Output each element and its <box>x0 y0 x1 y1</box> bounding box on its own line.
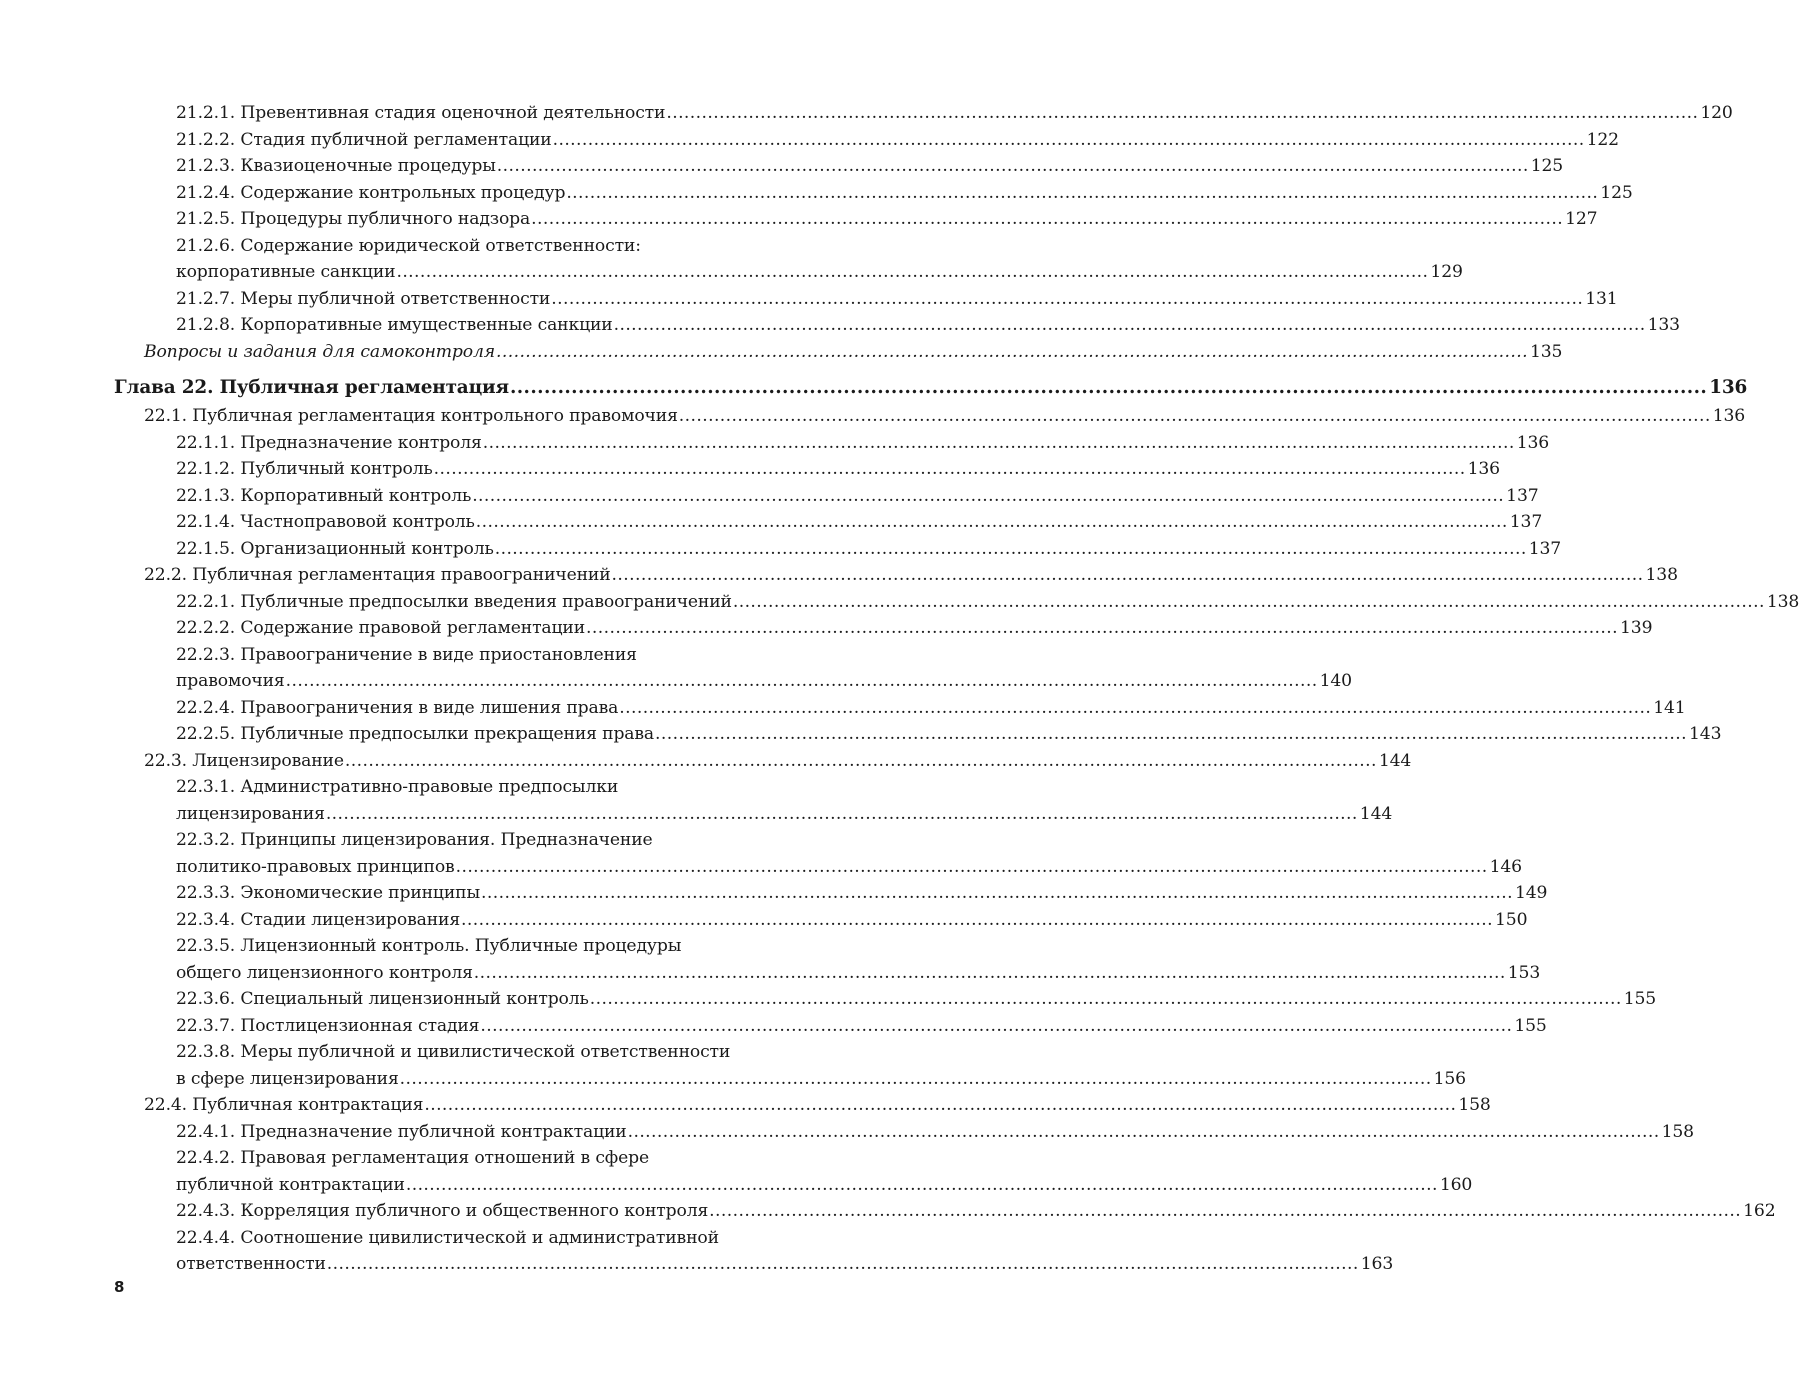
toc-entry <box>114 589 1799 616</box>
toc-entry-title: 22.4. Публичная контрактация <box>144 1095 424 1115</box>
toc-page-number: 137 <box>1528 538 1562 559</box>
toc-page-number: 131 <box>1585 288 1618 309</box>
toc-entry-title: 22.3.5. Лицензионный контроль. Публичные процедуры <box>176 936 682 956</box>
toc-entry-title: 22.4.3. Корреляция публичного и общественного контроля <box>176 1201 709 1221</box>
leader-dots <box>481 880 1513 907</box>
toc-page-number: 136 <box>1709 377 1748 398</box>
leader-dots <box>345 748 1377 775</box>
toc-entry <box>114 1039 1466 1092</box>
leader-dots <box>474 960 1506 987</box>
toc-entry-title: 21.2.2. Стадия публичной регламентации <box>176 129 552 150</box>
page-number: 8 <box>114 1278 125 1296</box>
toc-page-number: 120 <box>1700 103 1733 123</box>
leader-dots <box>586 615 1618 642</box>
toc-page-number: 141 <box>1653 697 1686 718</box>
toc-page-number: 155 <box>1623 989 1657 1009</box>
toc-entry <box>114 721 1722 748</box>
leader-dots <box>619 695 1651 722</box>
toc-entry-title: 22.2.3. Правоограничение в виде приостановления <box>176 644 637 665</box>
toc-entry <box>114 312 1680 339</box>
toc-entry <box>114 100 1733 127</box>
toc-entry-title: 22.1. Публичная регламентация контрольного правомочия <box>144 406 678 426</box>
chapter-entry <box>114 374 1748 402</box>
toc-entry-title: 21.2.1. Превентивная стадия оценочной деятельности <box>176 103 666 123</box>
toc-page-number: 163 <box>1360 1254 1394 1274</box>
leader-dots <box>400 1066 1432 1093</box>
leader-dots <box>461 907 1493 934</box>
leader-dots <box>531 206 1563 233</box>
toc-page-number: 136 <box>1467 459 1500 479</box>
leader-dots <box>510 374 1707 402</box>
toc-page-number: 156 <box>1433 1068 1466 1089</box>
leader-dots <box>666 100 1698 127</box>
toc-page-number: 136 <box>1712 406 1746 426</box>
toc-entry-title-continued: корпоративные санкции <box>176 262 396 282</box>
leader-dots <box>655 721 1687 748</box>
toc-entry <box>114 1225 1394 1278</box>
leader-dots <box>483 430 1515 457</box>
toc-page-number: 150 <box>1495 909 1528 930</box>
toc-entry-title-continued: политико-правовых принципов <box>176 856 455 877</box>
toc-entry-title: 21.2.7. Меры публичной ответственности <box>176 288 551 309</box>
toc-entry <box>114 536 1562 563</box>
toc-page-number: 153 <box>1507 962 1541 983</box>
toc-entry <box>114 483 1539 510</box>
toc-page-number: 137 <box>1506 485 1539 506</box>
toc-entry <box>114 1119 1694 1146</box>
toc-entry <box>114 430 1550 457</box>
toc-entry-title: 22.2.4. Правоограничения в виде лишения права <box>176 697 619 718</box>
toc-entry-title: 21.2.3. Квазиоценочные процедуры <box>176 156 496 176</box>
toc-entry-title-continued: ответственности <box>176 1254 326 1274</box>
toc-entry-title-continued: в сфере лицензирования <box>176 1068 399 1089</box>
toc-page-number: 135 <box>1529 341 1563 362</box>
toc-entry <box>114 774 1393 827</box>
leader-dots <box>733 589 1765 616</box>
toc-entry <box>114 286 1618 313</box>
toc-page-number: 125 <box>1530 156 1564 176</box>
toc-entry-title: 21.2.8. Корпоративные имущественные санкции <box>176 315 613 335</box>
questions-entry <box>114 339 1563 366</box>
toc-entry <box>114 986 1657 1013</box>
toc-entry <box>114 233 1463 286</box>
toc-page-number: 139 <box>1620 618 1653 638</box>
toc-page-number: 160 <box>1439 1174 1473 1195</box>
toc-entry-title: 21.2.4. Содержание контрольных процедур <box>176 182 566 203</box>
leader-dots <box>612 562 1644 589</box>
toc-entry-title: 22.1.2. Публичный контроль <box>176 459 433 479</box>
toc-entry-title: 22.3.1. Административно-правовые предпосылки <box>176 777 619 797</box>
toc-entry-title: 22.1.3. Корпоративный контроль <box>176 485 472 506</box>
leader-dots <box>480 1013 1512 1040</box>
toc-entry <box>114 1145 1473 1198</box>
toc-entry-title: 22.3.3. Экономические принципы <box>176 883 480 903</box>
toc-entry <box>114 562 1678 589</box>
toc-entry <box>114 615 1653 642</box>
leader-dots <box>551 286 1583 313</box>
toc-entry-title: 22.1.1. Предназначение контроля <box>176 432 482 453</box>
toc-entry <box>114 933 1541 986</box>
toc-entry-title: 22.4.1. Предназначение публичной контрактации <box>176 1121 627 1142</box>
toc-entry <box>114 206 1598 233</box>
toc-page-number: 144 <box>1359 803 1393 824</box>
toc-entry <box>114 1198 1776 1225</box>
toc-entry-title: 22.4.2. Правовая регламентация отношений в сфере <box>176 1148 650 1168</box>
toc-entry <box>114 827 1522 880</box>
toc-page-number: 143 <box>1689 724 1722 744</box>
toc-page-number: 149 <box>1514 883 1548 903</box>
toc-page-number: 133 <box>1647 315 1680 335</box>
toc-entry <box>114 153 1564 180</box>
toc-entry-title: 22.2.2. Содержание правовой регламентации <box>176 618 586 638</box>
toc-entry <box>114 1013 1547 1040</box>
toc-page-number: 127 <box>1565 209 1598 229</box>
leader-dots <box>496 339 1528 366</box>
toc-entry-title: 22.3. Лицензирование <box>144 750 344 771</box>
toc-entry-title: 22.1.4. Частноправовой контроль <box>176 512 475 532</box>
toc-entry-title-continued: правомочия <box>176 671 285 691</box>
toc-entry-title: 22.2.1. Публичные предпосылки введения правоограничений <box>176 591 732 612</box>
toc-page-number: 138 <box>1766 591 1799 612</box>
leader-dots <box>434 456 1466 483</box>
leader-dots <box>406 1172 1438 1199</box>
toc-entry-title: 22.3.2. Принципы лицензирования. Предназначение <box>176 830 653 850</box>
toc-entry-title: 22.3.6. Специальный лицензионный контроль <box>176 989 589 1009</box>
toc-page-number: 155 <box>1514 1015 1547 1036</box>
toc-entry-title: 21.2.6. Содержание юридической ответственности: <box>176 235 641 256</box>
leader-dots <box>614 312 1646 339</box>
leader-dots <box>327 1251 1359 1278</box>
toc-entry-title-continued: лицензирования <box>176 803 325 824</box>
toc-entry <box>114 403 1746 430</box>
toc-entry <box>114 509 1543 536</box>
toc-entry-title: 22.3.7. Постлицензионная стадия <box>176 1015 480 1036</box>
toc-page-number: 158 <box>1661 1121 1694 1142</box>
toc-entry <box>114 695 1686 722</box>
toc-page-number: 125 <box>1600 182 1633 203</box>
toc-page-number: 122 <box>1586 129 1619 150</box>
leader-dots <box>476 509 1508 536</box>
toc-entry <box>114 907 1528 934</box>
toc-page-number: 136 <box>1516 432 1550 453</box>
table-of-contents <box>114 100 1799 1278</box>
toc-entry-title: 22.3.4. Стадии лицензирования <box>176 909 461 930</box>
leader-dots <box>286 668 1318 695</box>
toc-page-number: 162 <box>1743 1201 1776 1221</box>
leader-dots <box>456 854 1488 881</box>
toc-page-number: 146 <box>1489 856 1522 877</box>
toc-entry-title: 22.2.5. Публичные предпосылки прекращения права <box>176 724 655 744</box>
toc-entry-title: Вопросы и задания для самоконтроля <box>144 341 495 362</box>
toc-page-number: 137 <box>1509 512 1543 532</box>
toc-entry <box>114 880 1548 907</box>
leader-dots <box>553 127 1585 154</box>
leader-dots <box>590 986 1622 1013</box>
toc-entry <box>114 127 1619 154</box>
leader-dots <box>679 403 1711 430</box>
leader-dots <box>424 1092 1456 1119</box>
toc-page-number: 158 <box>1458 1095 1491 1115</box>
toc-page-number: 129 <box>1430 262 1463 282</box>
leader-dots <box>326 801 1358 828</box>
toc-page-number: 144 <box>1378 750 1412 771</box>
leader-dots <box>628 1119 1660 1146</box>
leader-dots <box>566 180 1598 207</box>
toc-entry-title: 22.3.8. Меры публичной и цивилистической ответственности <box>176 1042 731 1062</box>
toc-entry-title: 22.1.5. Организационный контроль <box>176 538 494 559</box>
leader-dots <box>472 483 1504 510</box>
toc-entry <box>114 642 1352 695</box>
leader-dots <box>497 153 1529 180</box>
toc-page-number: 138 <box>1645 565 1678 585</box>
toc-page-number: 140 <box>1319 671 1352 691</box>
leader-dots <box>495 536 1527 563</box>
toc-entry-title: Глава 22. Публичная регламентация <box>114 377 509 398</box>
toc-entry <box>114 748 1412 775</box>
toc-entry-title: 21.2.5. Процедуры публичного надзора <box>176 209 531 229</box>
toc-entry <box>114 1092 1491 1119</box>
leader-dots <box>709 1198 1741 1225</box>
toc-entry-title-continued: общего лицензионного контроля <box>176 962 473 983</box>
toc-entry-title: 22.2. Публичная регламентация правоограничений <box>144 565 611 585</box>
toc-entry <box>114 180 1633 207</box>
toc-entry-title-continued: публичной контрактации <box>176 1174 405 1195</box>
leader-dots <box>396 259 1428 286</box>
toc-entry-title: 22.4.4. Соотношение цивилистической и административной <box>176 1227 719 1248</box>
toc-entry <box>114 456 1500 483</box>
